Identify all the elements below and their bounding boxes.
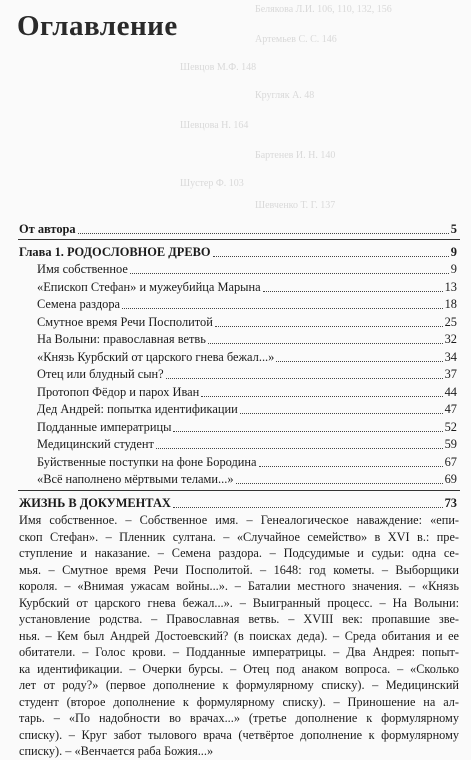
toc-documents[interactable] bbox=[19, 496, 457, 511]
toc-entry[interactable] bbox=[37, 280, 457, 295]
toc-entry-page: 67 bbox=[444, 454, 457, 469]
leader-dots bbox=[78, 232, 449, 234]
summary-line: лет от роду?» (первое дополнение к формулярному списку). – Медицинский bbox=[19, 678, 459, 692]
ghost-line: Шевцова Н. 164 bbox=[180, 120, 249, 131]
toc-entry[interactable] bbox=[37, 402, 457, 417]
leader-dots bbox=[173, 430, 442, 432]
toc-documents-label: ЖИЗНЬ В ДОКУМЕНТАХ bbox=[19, 496, 171, 510]
toc-entry-label: «Епископ Стефан» и мужеубийца Марына bbox=[37, 279, 261, 294]
toc-entry[interactable] bbox=[37, 332, 457, 347]
leader-dots bbox=[215, 325, 443, 327]
toc-author-label: От автора bbox=[19, 222, 76, 236]
documents-summary bbox=[19, 512, 459, 760]
toc-entry-label: Имя собственное bbox=[37, 262, 128, 276]
leader-dots bbox=[173, 506, 443, 508]
toc-entry[interactable] bbox=[37, 437, 457, 452]
leader-dots bbox=[259, 465, 443, 467]
toc-entry[interactable] bbox=[37, 385, 457, 400]
toc-entry-page: 18 bbox=[444, 297, 457, 311]
summary-line: установление родства. – Православная ветвь. – XVIII век: пропавшие зве- bbox=[19, 612, 459, 626]
toc-entry[interactable] bbox=[37, 315, 457, 330]
ghost-line: Шевцов М.Ф. 148 bbox=[180, 62, 257, 73]
toc-entry[interactable] bbox=[37, 420, 457, 435]
summary-line: Имя собственное. – Собственное имя. – Генеалогическое наваждение: «епи- bbox=[19, 513, 459, 527]
leader-dots bbox=[166, 377, 443, 379]
toc-entry-label: Медицинский студент bbox=[37, 437, 154, 451]
leader-dots bbox=[130, 272, 449, 274]
summary-line: скоп Стефан». – Пленник султана. – «Случайное семейство» в XVI в.: пре- bbox=[19, 529, 459, 544]
ghost-line: Шевченко Т. Г. 137 bbox=[255, 200, 336, 211]
toc-entry[interactable] bbox=[37, 262, 457, 277]
toc-entry-page: 47 bbox=[444, 402, 457, 416]
toc-entry[interactable] bbox=[37, 297, 457, 312]
toc-entry-label: Буйственные поступки на фоне Бородина bbox=[37, 454, 257, 469]
summary-line: списку). – «Венчается раба Божия...» bbox=[19, 744, 214, 758]
summary-line: ступление и наказание. – Семена раздора. – Подсудимые и судьи: одна се- bbox=[19, 546, 459, 560]
summary-line: тарь. – «По надобности во врачах...» (третье дополнение к формулярному bbox=[19, 711, 459, 725]
toc-entry-page: 37 bbox=[444, 367, 457, 381]
leader-dots bbox=[276, 360, 442, 362]
summary-line: короля. – «Внимая ужасам войны...». – Баталии местного значения. – «Князь bbox=[19, 579, 459, 593]
toc-entry[interactable] bbox=[37, 455, 457, 470]
toc-entry-page: 9 bbox=[450, 262, 457, 276]
ghost-line: Белякова Л.И. 106, 110, 132, 156 bbox=[255, 4, 392, 15]
toc-documents-page: 73 bbox=[444, 496, 457, 510]
summary-line: обитатели. – Голос крови. – Подданные императрицы. – Два Андрея: попыт- bbox=[19, 645, 459, 659]
page-title: Оглавление bbox=[17, 10, 178, 42]
leader-dots bbox=[263, 290, 443, 292]
toc-chapter-page: 9 bbox=[450, 245, 457, 259]
toc-chapter-1[interactable] bbox=[19, 245, 457, 260]
toc-entry-page: 34 bbox=[444, 349, 457, 364]
toc-entry-label: «Всё наполнено мёртвыми телами...» bbox=[37, 472, 234, 486]
toc-entry-label: «Князь Курбский от царского гнева бежал...» bbox=[37, 349, 275, 364]
toc-entry-page: 32 bbox=[444, 332, 457, 346]
toc-entry[interactable] bbox=[37, 350, 457, 365]
toc-entry-label: На Волыни: православная ветвь bbox=[37, 332, 206, 346]
divider bbox=[18, 490, 460, 491]
leader-dots bbox=[213, 255, 449, 257]
toc-entry-page: 52 bbox=[444, 419, 457, 434]
toc-entry[interactable] bbox=[37, 472, 457, 487]
toc-entry-page: 13 bbox=[444, 279, 457, 294]
toc-author-page: 5 bbox=[450, 222, 457, 236]
toc-entry-label: Отец или блудный сын? bbox=[37, 367, 164, 381]
toc-entry-page: 69 bbox=[444, 472, 457, 486]
summary-line: ка идентификации. – Очерки бурсы. – Отец под анаком вопроса. – «Сколько bbox=[19, 661, 459, 676]
leader-dots bbox=[236, 482, 443, 484]
ghost-line: Артемьев С. С. 146 bbox=[255, 34, 337, 45]
toc-entry-label: Дед Андрей: попытка идентификации bbox=[37, 402, 238, 416]
toc-entry[interactable] bbox=[37, 367, 457, 382]
toc-entry-label: Протопоп Фёдор и парох Иван bbox=[37, 384, 200, 399]
ghost-line: Кругляк А. 48 bbox=[255, 90, 315, 101]
toc-entry-label: Семена раздора bbox=[37, 297, 121, 311]
summary-line: мья. – Смутное время Речи Посполитой. – 1648: год кометы. – Выборщики bbox=[19, 562, 459, 577]
divider bbox=[18, 239, 460, 240]
toc-entry-label: Смутное время Речи Посполитой bbox=[37, 314, 213, 329]
leader-dots bbox=[122, 307, 443, 309]
summary-line: Курбский от царского гнева бежал...». – Выигранный процесс. – На Волыни: bbox=[19, 595, 459, 610]
ghost-line: Шустер Ф. 103 bbox=[180, 178, 244, 189]
toc-author[interactable] bbox=[19, 222, 457, 237]
ghost-line: Бартенев И. Н. 140 bbox=[255, 150, 336, 161]
summary-line: списку). – Круг забот тылового врача (четвёртое дополнение к формулярному bbox=[19, 727, 459, 742]
toc-chapter-label: Глава 1. РОДОСЛОВНОЕ ДРЕВО bbox=[19, 245, 211, 259]
leader-dots bbox=[201, 395, 442, 397]
toc-entry-page: 59 bbox=[444, 437, 457, 451]
leader-dots bbox=[208, 342, 443, 344]
toc-entry-page: 25 bbox=[444, 314, 457, 329]
summary-line: нья. – Кем был Андрей Достоевский? (в поисках деда). – Среда обитания и ее bbox=[19, 628, 459, 643]
toc-entry-label: Подданные императрицы bbox=[37, 419, 172, 434]
leader-dots bbox=[156, 447, 443, 449]
leader-dots bbox=[240, 412, 443, 414]
toc-entry-page: 44 bbox=[444, 384, 457, 399]
summary-line: студент (второе дополнение к формулярному списку). – Приношение на ал- bbox=[19, 694, 459, 709]
